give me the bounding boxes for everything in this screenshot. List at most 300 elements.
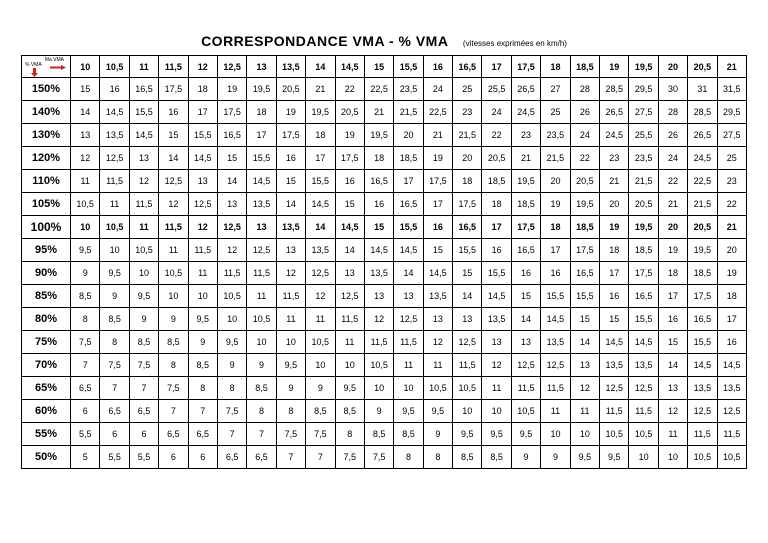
- speed-cell: 13,5: [247, 193, 276, 216]
- table-row: [22, 423, 747, 446]
- speed-cell: 6,5: [247, 446, 276, 469]
- speed-cell: 30: [658, 78, 687, 101]
- speed-cell: 9: [423, 423, 452, 446]
- speed-cell: 16: [482, 239, 511, 262]
- speed-cell: 9: [188, 331, 217, 354]
- speed-cell: 15,5: [570, 285, 599, 308]
- speed-cell: 6,5: [188, 423, 217, 446]
- speed-cell: 11,5: [688, 423, 717, 446]
- row-label-pct: 95%: [22, 239, 71, 262]
- speed-cell: 8: [394, 446, 423, 469]
- speed-cell: 9,5: [129, 285, 158, 308]
- speed-cell: 16: [511, 262, 540, 285]
- speed-cell: 21,5: [394, 101, 423, 124]
- speed-cell: 19,5: [511, 170, 540, 193]
- speed-cell: 25,5: [482, 78, 511, 101]
- speed-cell: 13: [71, 124, 100, 147]
- speed-cell: 13,5: [600, 354, 629, 377]
- speed-cell: 6: [129, 423, 158, 446]
- speed-cell: 11: [394, 354, 423, 377]
- speed-cell: 9: [217, 354, 246, 377]
- speed-cell: 6,5: [100, 400, 129, 423]
- row-label-pct: 130%: [22, 124, 71, 147]
- speed-cell: 19: [541, 193, 570, 216]
- row-label-pct: 85%: [22, 285, 71, 308]
- speed-cell: 8: [188, 377, 217, 400]
- speed-cell: 18,5: [482, 170, 511, 193]
- speed-cell: 8,5: [453, 446, 482, 469]
- speed-cell: 28: [658, 101, 687, 124]
- speed-cell: 18: [188, 78, 217, 101]
- header-cell-vma: 10: [71, 56, 100, 78]
- speed-cell: 8: [217, 377, 246, 400]
- speed-cell: 10,5: [159, 262, 188, 285]
- speed-cell: 11,5: [541, 377, 570, 400]
- speed-cell: 19,5: [629, 216, 658, 239]
- speed-cell: 10,5: [71, 193, 100, 216]
- speed-cell: 7,5: [364, 446, 393, 469]
- speed-cell: 11: [570, 400, 599, 423]
- speed-cell: 11: [306, 308, 335, 331]
- speed-cell: 7: [306, 446, 335, 469]
- speed-cell: 9: [159, 308, 188, 331]
- speed-cell: 14: [276, 193, 305, 216]
- speed-cell: 26: [570, 101, 599, 124]
- speed-cell: 17,5: [159, 78, 188, 101]
- speed-cell: 16,5: [688, 308, 717, 331]
- speed-cell: 11: [541, 400, 570, 423]
- speed-cell: 8: [247, 400, 276, 423]
- speed-cell: 7: [217, 423, 246, 446]
- header-cell-vma: 11: [129, 56, 158, 78]
- speed-cell: 8: [100, 331, 129, 354]
- speed-cell: 20: [541, 170, 570, 193]
- speed-cell: 23,5: [629, 147, 658, 170]
- speed-cell: 12,5: [600, 377, 629, 400]
- speed-cell: 12,5: [247, 239, 276, 262]
- header-cell-vma: 18,5: [570, 56, 599, 78]
- speed-cell: 8,5: [100, 308, 129, 331]
- table-row: [22, 216, 747, 239]
- speed-cell: 16: [276, 147, 305, 170]
- header-cell-vma: 19: [600, 56, 629, 78]
- speed-cell: 22,5: [423, 101, 452, 124]
- speed-cell: 15: [364, 216, 393, 239]
- speed-cell: 13,5: [423, 285, 452, 308]
- speed-cell: 14,5: [364, 239, 393, 262]
- speed-cell: 10: [482, 400, 511, 423]
- row-label-pct: 55%: [22, 423, 71, 446]
- speed-cell: 18: [482, 193, 511, 216]
- speed-cell: 14,5: [600, 331, 629, 354]
- speed-cell: 13: [217, 193, 246, 216]
- table-row: [22, 354, 747, 377]
- speed-cell: 11: [129, 216, 158, 239]
- speed-cell: 11: [159, 239, 188, 262]
- speed-cell: 13,5: [276, 216, 305, 239]
- speed-cell: 15,5: [129, 101, 158, 124]
- speed-cell: 8,5: [129, 331, 158, 354]
- speed-cell: 9: [364, 400, 393, 423]
- speed-cell: 22: [335, 78, 364, 101]
- speed-cell: 9,5: [188, 308, 217, 331]
- speed-cell: 5: [71, 446, 100, 469]
- speed-cell: 11,5: [453, 354, 482, 377]
- speed-cell: 11: [423, 354, 452, 377]
- speed-cell: 26,5: [688, 124, 717, 147]
- speed-cell: 17: [482, 216, 511, 239]
- speed-cell: 23: [511, 124, 540, 147]
- speed-cell: 8,5: [71, 285, 100, 308]
- header-cell-vma: 19,5: [629, 56, 658, 78]
- speed-cell: 14: [335, 239, 364, 262]
- speed-cell: 16: [100, 78, 129, 101]
- speed-cell: 21,5: [453, 124, 482, 147]
- speed-cell: 26,5: [600, 101, 629, 124]
- speed-cell: 13: [658, 377, 687, 400]
- speed-cell: 6,5: [159, 423, 188, 446]
- speed-cell: 14: [159, 147, 188, 170]
- speed-cell: 13,5: [629, 354, 658, 377]
- speed-cell: 12: [159, 193, 188, 216]
- speed-cell: 15,5: [394, 216, 423, 239]
- speed-cell: 7,5: [159, 377, 188, 400]
- speed-cell: 8,5: [188, 354, 217, 377]
- speed-cell: 20,5: [688, 216, 717, 239]
- speed-cell: 17,5: [335, 147, 364, 170]
- speed-cell: 17: [306, 147, 335, 170]
- speed-cell: 12: [188, 216, 217, 239]
- speed-cell: 11: [335, 331, 364, 354]
- header-cell-vma: 14,5: [335, 56, 364, 78]
- speed-cell: 9,5: [100, 262, 129, 285]
- speed-cell: 20: [453, 147, 482, 170]
- speed-cell: 13,5: [717, 377, 746, 400]
- speed-cell: 17,5: [423, 170, 452, 193]
- speed-cell: 8,5: [482, 446, 511, 469]
- speed-cell: 10,5: [629, 423, 658, 446]
- speed-cell: 12: [423, 331, 452, 354]
- speed-cell: 10,5: [129, 239, 158, 262]
- speed-cell: 15: [71, 78, 100, 101]
- speed-cell: 10: [71, 216, 100, 239]
- speed-cell: 17: [658, 285, 687, 308]
- speed-cell: 14: [658, 354, 687, 377]
- speed-cell: 27,5: [629, 101, 658, 124]
- speed-cell: 19: [335, 124, 364, 147]
- speed-cell: 18: [306, 124, 335, 147]
- speed-cell: 14,5: [717, 354, 746, 377]
- speed-cell: 15: [159, 124, 188, 147]
- speed-cell: 9,5: [570, 446, 599, 469]
- speed-cell: 13,5: [688, 377, 717, 400]
- speed-cell: 16: [541, 262, 570, 285]
- speed-cell: 21: [423, 124, 452, 147]
- header-cell-vma: 12,5: [217, 56, 246, 78]
- speed-cell: 10,5: [217, 285, 246, 308]
- speed-cell: 7: [188, 400, 217, 423]
- speed-cell: 19,5: [306, 101, 335, 124]
- speed-cell: 9: [511, 446, 540, 469]
- speed-cell: 21: [717, 216, 746, 239]
- speed-cell: 6,5: [129, 400, 158, 423]
- speed-cell: 16: [159, 101, 188, 124]
- speed-cell: 16: [335, 170, 364, 193]
- speed-cell: 7: [71, 354, 100, 377]
- speed-cell: 11: [658, 423, 687, 446]
- speed-cell: 10,5: [717, 446, 746, 469]
- speed-cell: 11,5: [129, 193, 158, 216]
- speed-cell: 12,5: [188, 193, 217, 216]
- speed-cell: 16,5: [570, 262, 599, 285]
- speed-cell: 11,5: [100, 170, 129, 193]
- speed-cell: 27,5: [717, 124, 746, 147]
- speed-cell: 11,5: [217, 262, 246, 285]
- speed-cell: 15,5: [188, 124, 217, 147]
- speed-cell: 22: [717, 193, 746, 216]
- speed-cell: 19: [658, 239, 687, 262]
- speed-cell: 23,5: [541, 124, 570, 147]
- speed-cell: 6,5: [71, 377, 100, 400]
- speed-cell: 17: [717, 308, 746, 331]
- speed-cell: 7: [276, 446, 305, 469]
- speed-cell: 31: [688, 78, 717, 101]
- speed-cell: 15,5: [482, 262, 511, 285]
- speed-cell: 11: [188, 262, 217, 285]
- table-row: [22, 101, 747, 124]
- speed-cell: 12,5: [335, 285, 364, 308]
- speed-cell: 12,5: [717, 400, 746, 423]
- speed-cell: 10,5: [306, 331, 335, 354]
- speed-cell: 12,5: [159, 170, 188, 193]
- speed-cell: 20: [600, 193, 629, 216]
- speed-cell: 10,5: [453, 377, 482, 400]
- page-title: CORRESPONDANCE VMA - % VMA: [201, 33, 449, 49]
- table-row: [22, 147, 747, 170]
- speed-cell: 21: [600, 170, 629, 193]
- row-label-pct: 140%: [22, 101, 71, 124]
- header-cell-vma: 12: [188, 56, 217, 78]
- header-cell-vma: 21: [717, 56, 746, 78]
- header-row: [22, 56, 747, 78]
- speed-cell: 9,5: [335, 377, 364, 400]
- speed-cell: 7,5: [217, 400, 246, 423]
- speed-cell: 19,5: [570, 193, 599, 216]
- speed-cell: 7,5: [276, 423, 305, 446]
- speed-cell: 15,5: [306, 170, 335, 193]
- speed-cell: 16,5: [453, 216, 482, 239]
- speed-cell: 17: [394, 170, 423, 193]
- speed-cell: 19: [217, 78, 246, 101]
- speed-cell: 12: [658, 400, 687, 423]
- speed-cell: 10: [658, 446, 687, 469]
- speed-cell: 8,5: [247, 377, 276, 400]
- speed-cell: 23: [453, 101, 482, 124]
- speed-cell: 13,5: [482, 308, 511, 331]
- speed-cell: 17,5: [570, 239, 599, 262]
- speed-cell: 29,5: [717, 101, 746, 124]
- speed-cell: 12: [482, 354, 511, 377]
- speed-cell: 24: [482, 101, 511, 124]
- speed-cell: 9: [100, 285, 129, 308]
- speed-cell: 29,5: [629, 78, 658, 101]
- speed-cell: 10: [335, 354, 364, 377]
- speed-cell: 13: [394, 285, 423, 308]
- speed-cell: 11,5: [159, 216, 188, 239]
- speed-cell: 13,5: [541, 331, 570, 354]
- speed-cell: 12: [217, 239, 246, 262]
- title-row: [0, 33, 768, 51]
- speed-cell: 14: [570, 331, 599, 354]
- speed-cell: 7,5: [306, 423, 335, 446]
- table-row: [22, 377, 747, 400]
- speed-cell: 13,5: [100, 124, 129, 147]
- speed-cell: 16: [423, 216, 452, 239]
- speed-cell: 19: [276, 101, 305, 124]
- speed-cell: 10: [629, 446, 658, 469]
- speed-cell: 19: [717, 262, 746, 285]
- speed-cell: 19,5: [247, 78, 276, 101]
- speed-cell: 24: [570, 124, 599, 147]
- speed-cell: 11,5: [394, 331, 423, 354]
- speed-cell: 5,5: [100, 446, 129, 469]
- speed-cell: 10: [276, 331, 305, 354]
- speed-cell: 11,5: [247, 262, 276, 285]
- speed-cell: 11: [482, 377, 511, 400]
- speed-cell: 7,5: [335, 446, 364, 469]
- speed-cell: 26,5: [511, 78, 540, 101]
- speed-cell: 18: [717, 285, 746, 308]
- speed-cell: 11: [100, 193, 129, 216]
- header-cell-vma: 15: [364, 56, 393, 78]
- speed-cell: 13: [570, 354, 599, 377]
- speed-cell: 17: [423, 193, 452, 216]
- speed-cell: 20,5: [570, 170, 599, 193]
- speed-cell: 12: [364, 308, 393, 331]
- speed-cell: 10: [188, 285, 217, 308]
- speed-cell: 28: [570, 78, 599, 101]
- speed-cell: 14,5: [629, 331, 658, 354]
- speed-cell: 11,5: [511, 377, 540, 400]
- speed-cell: 14,5: [423, 262, 452, 285]
- speed-cell: 16,5: [129, 78, 158, 101]
- speed-cell: 9: [129, 308, 158, 331]
- speed-cell: 9: [276, 377, 305, 400]
- speed-cell: 11: [247, 285, 276, 308]
- speed-cell: 9: [71, 262, 100, 285]
- speed-cell: 9,5: [394, 400, 423, 423]
- speed-cell: 22,5: [364, 78, 393, 101]
- speed-cell: 24: [658, 147, 687, 170]
- table-row: [22, 239, 747, 262]
- speed-cell: 24,5: [688, 147, 717, 170]
- table-row: [22, 193, 747, 216]
- speed-cell: 10: [364, 377, 393, 400]
- speed-cell: 18,5: [629, 239, 658, 262]
- speed-cell: 14: [511, 308, 540, 331]
- speed-cell: 12: [276, 262, 305, 285]
- speed-cell: 6: [188, 446, 217, 469]
- speed-cell: 22: [658, 170, 687, 193]
- speed-cell: 20: [717, 239, 746, 262]
- speed-cell: 27: [541, 78, 570, 101]
- speed-cell: 10: [159, 285, 188, 308]
- speed-cell: 21: [511, 147, 540, 170]
- row-label-pct: 75%: [22, 331, 71, 354]
- speed-cell: 21: [658, 193, 687, 216]
- speed-cell: 22,5: [688, 170, 717, 193]
- speed-cell: 15,5: [541, 285, 570, 308]
- speed-cell: 12,5: [394, 308, 423, 331]
- speed-cell: 7: [159, 400, 188, 423]
- speed-cell: 20,5: [276, 78, 305, 101]
- row-label-pct: 120%: [22, 147, 71, 170]
- speed-cell: 21,5: [688, 193, 717, 216]
- table-row: [22, 446, 747, 469]
- speed-cell: 13: [423, 308, 452, 331]
- speed-cell: 14: [306, 216, 335, 239]
- speed-cell: 8: [276, 400, 305, 423]
- speed-cell: 12,5: [453, 331, 482, 354]
- speed-cell: 28,5: [688, 101, 717, 124]
- speed-cell: 15: [511, 285, 540, 308]
- speed-cell: 6,5: [217, 446, 246, 469]
- speed-cell: 10: [100, 239, 129, 262]
- speed-cell: 25: [541, 101, 570, 124]
- speed-cell: 15: [453, 262, 482, 285]
- speed-cell: 13: [276, 239, 305, 262]
- speed-cell: 16,5: [217, 124, 246, 147]
- speed-cell: 18: [364, 147, 393, 170]
- speed-cell: 11: [71, 170, 100, 193]
- speed-cell: 14: [394, 262, 423, 285]
- speed-cell: 10: [541, 423, 570, 446]
- speed-cell: 14,5: [100, 101, 129, 124]
- speed-cell: 8,5: [394, 423, 423, 446]
- speed-cell: 8,5: [306, 400, 335, 423]
- speed-cell: 15,5: [629, 308, 658, 331]
- speed-cell: 10,5: [423, 377, 452, 400]
- speed-cell: 26: [658, 124, 687, 147]
- speed-cell: 11,5: [717, 423, 746, 446]
- speed-cell: 15: [570, 308, 599, 331]
- speed-cell: 24: [423, 78, 452, 101]
- speed-cell: 18: [658, 262, 687, 285]
- speed-cell: 7: [100, 377, 129, 400]
- speed-cell: 14: [453, 285, 482, 308]
- speed-cell: 13: [364, 285, 393, 308]
- speed-cell: 17,5: [276, 124, 305, 147]
- header-cell-vma: 20: [658, 56, 687, 78]
- speed-cell: 15,5: [688, 331, 717, 354]
- speed-cell: 20: [394, 124, 423, 147]
- speed-cell: 14,5: [335, 216, 364, 239]
- speed-cell: 7: [247, 423, 276, 446]
- speed-cell: 18: [247, 101, 276, 124]
- speed-cell: 16,5: [394, 193, 423, 216]
- speed-cell: 8: [159, 354, 188, 377]
- header-cell-vma: 10,5: [100, 56, 129, 78]
- speed-cell: 11,5: [276, 285, 305, 308]
- table-row: [22, 124, 747, 147]
- speed-cell: 11,5: [600, 400, 629, 423]
- speed-cell: 7: [129, 377, 158, 400]
- speed-cell: 12,5: [629, 377, 658, 400]
- pct-vma-label: % VMA: [25, 62, 42, 68]
- speed-cell: 11,5: [335, 308, 364, 331]
- speed-cell: 12,5: [511, 354, 540, 377]
- speed-cell: 7,5: [100, 354, 129, 377]
